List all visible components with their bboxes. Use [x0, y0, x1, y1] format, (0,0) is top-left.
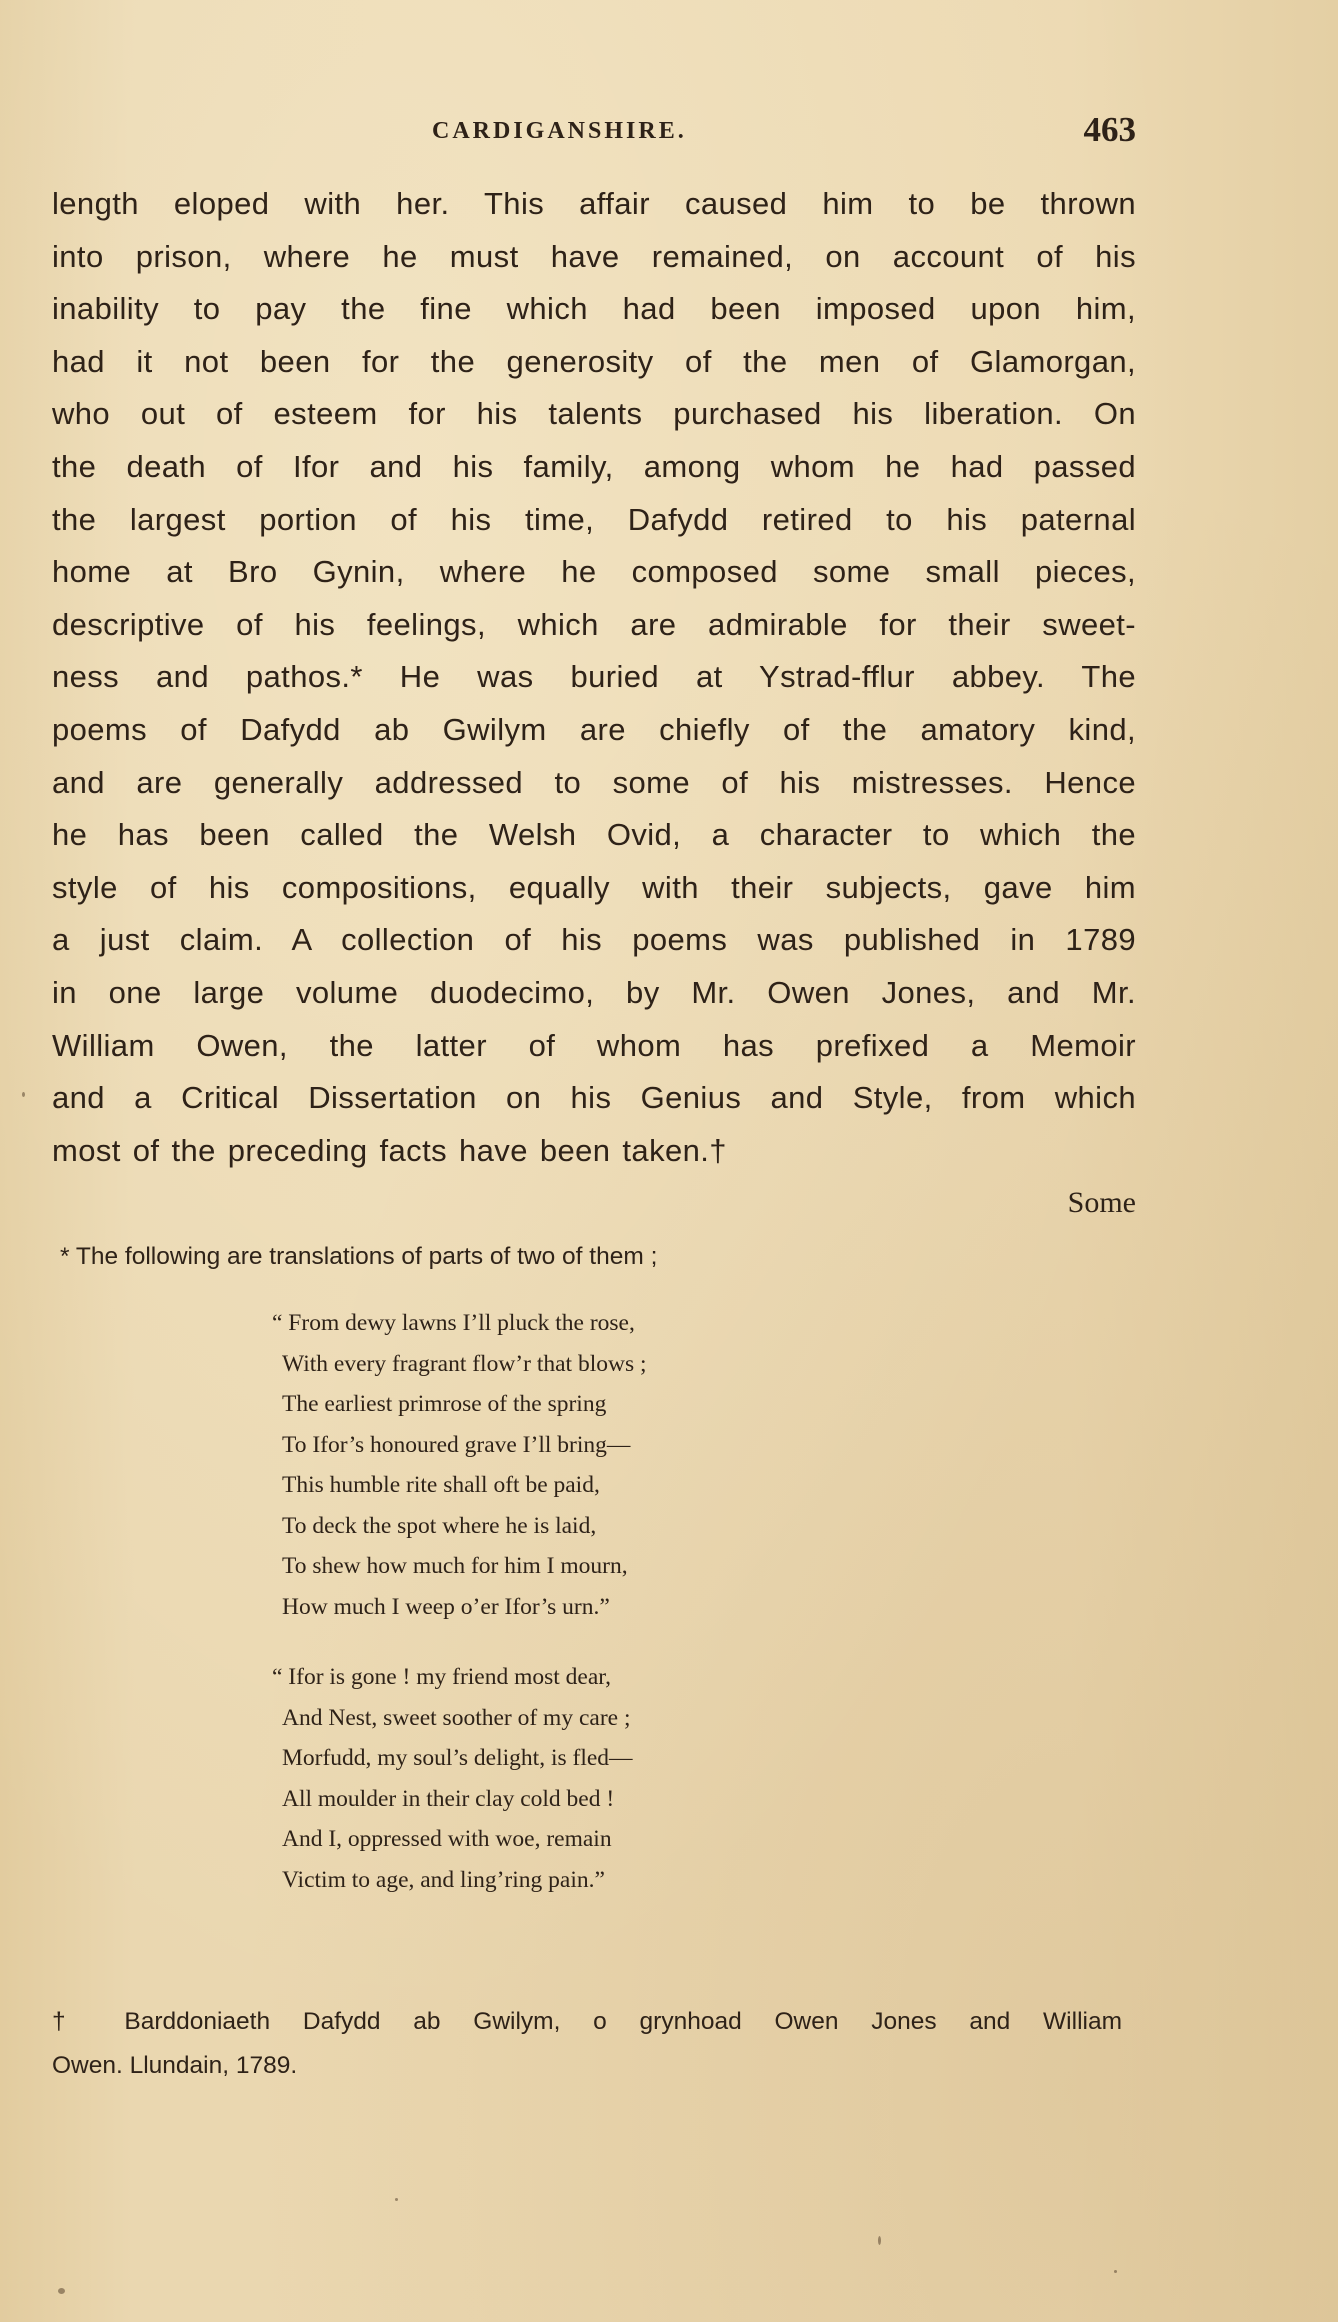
poem-line: And I, oppressed with woe, remain	[282, 1826, 612, 1852]
running-head: CARDIGANSHIRE.	[432, 118, 687, 144]
poem-line: How much I weep o’er Ifor’s urn.”	[282, 1593, 610, 1620]
text-line: and a Critical Dissertation on his Genius and Style, from which	[52, 1080, 1136, 1116]
main-text	[52, 178, 1136, 1177]
text-line: length eloped with her. This affair caused him to be thrown	[52, 186, 1136, 221]
text-line: poems of Dafydd ab Gwilym are chiefly of the amatory kind,	[52, 711, 1136, 747]
text-line: into prison, where he must have remained, on account of his	[52, 238, 1136, 274]
poem-line: To Ifor’s honoured grave I’ll bring—	[282, 1431, 631, 1458]
text-line: the largest portion of his time, Dafydd retired to his paternal	[52, 501, 1136, 537]
poem-line: All moulder in their clay cold bed !	[282, 1785, 615, 1812]
poem-line: Morfudd, my soul’s delight, is fled—	[282, 1745, 633, 1771]
paper-speck	[1114, 2270, 1117, 2273]
text-line: ness and pathos.* He was buried at Ystrad-fflur abbey. The	[52, 659, 1136, 695]
page-header	[52, 110, 1136, 150]
text-line: style of his compositions, equally with their subjects, gave him	[52, 869, 1136, 905]
text-line: the death of Ifor and his family, among whom he had passed	[52, 448, 1136, 484]
footnote-line: Owen. Llundain, 1789.	[52, 2052, 298, 2079]
text-line: a just claim. A collection of his poems was published in 1789	[52, 922, 1136, 958]
paper-speck	[58, 2288, 65, 2294]
poem-line: The earliest primrose of the spring	[282, 1391, 607, 1417]
paper-speck	[395, 2198, 398, 2201]
page-number: 463	[1083, 110, 1136, 149]
text-line: who out of esteem for his talents purchased his liberation. On	[52, 396, 1136, 432]
footnote-line: † Barddoniaeth Dafydd ab Gwilym, o grynhoad Owen Jones and William	[52, 2008, 1122, 2035]
poem-line: This humble rite shall oft be paid,	[282, 1472, 600, 1498]
text-line-last: most of the preceding facts have been taken.†	[52, 1132, 727, 1168]
text-line: and are generally addressed to some of his mistresses. Hence	[52, 764, 1136, 800]
poem-line: “ From dewy lawns I’ll pluck the rose,	[272, 1310, 635, 1336]
poem-line: And Nest, sweet soother of my care ;	[282, 1704, 631, 1731]
text-line: William Owen, the latter of whom has prefixed a Memoir	[52, 1027, 1136, 1063]
poem-line: “ Ifor is gone ! my friend most dear,	[272, 1664, 612, 1690]
poem-line: To shew how much for him I mourn,	[282, 1553, 628, 1579]
text-line: inability to pay the fine which had been imposed upon him,	[52, 291, 1136, 327]
text-line: home at Bro Gynin, where he composed some small pieces,	[52, 554, 1136, 590]
paper-speck	[878, 2236, 881, 2245]
poem-line: To deck the spot where he is laid,	[282, 1512, 597, 1539]
text-line: in one large volume duodecimo, by Mr. Owen Jones, and Mr.	[52, 974, 1136, 1010]
text-line: descriptive of his feelings, which are admirable for their sweet-	[52, 606, 1136, 642]
text-line: had it not been for the generosity of the men of Glamorgan,	[52, 343, 1136, 379]
catchword: Some	[1067, 1186, 1136, 1219]
poem-line: With every fragrant flow’r that blows ;	[282, 1350, 647, 1377]
footnote-intro: * The following are translations of parts of two of them ;	[60, 1243, 658, 1270]
paper-speck	[22, 1092, 25, 1097]
footnote-citation	[52, 2000, 1122, 2088]
poem-stanza-one	[272, 1303, 922, 1627]
poem-line: Victim to age, and ling’ring pain.”	[282, 1866, 605, 1893]
text-line: he has been called the Welsh Ovid, a character to which the	[52, 817, 1136, 853]
poem-stanza-two	[272, 1657, 922, 1900]
